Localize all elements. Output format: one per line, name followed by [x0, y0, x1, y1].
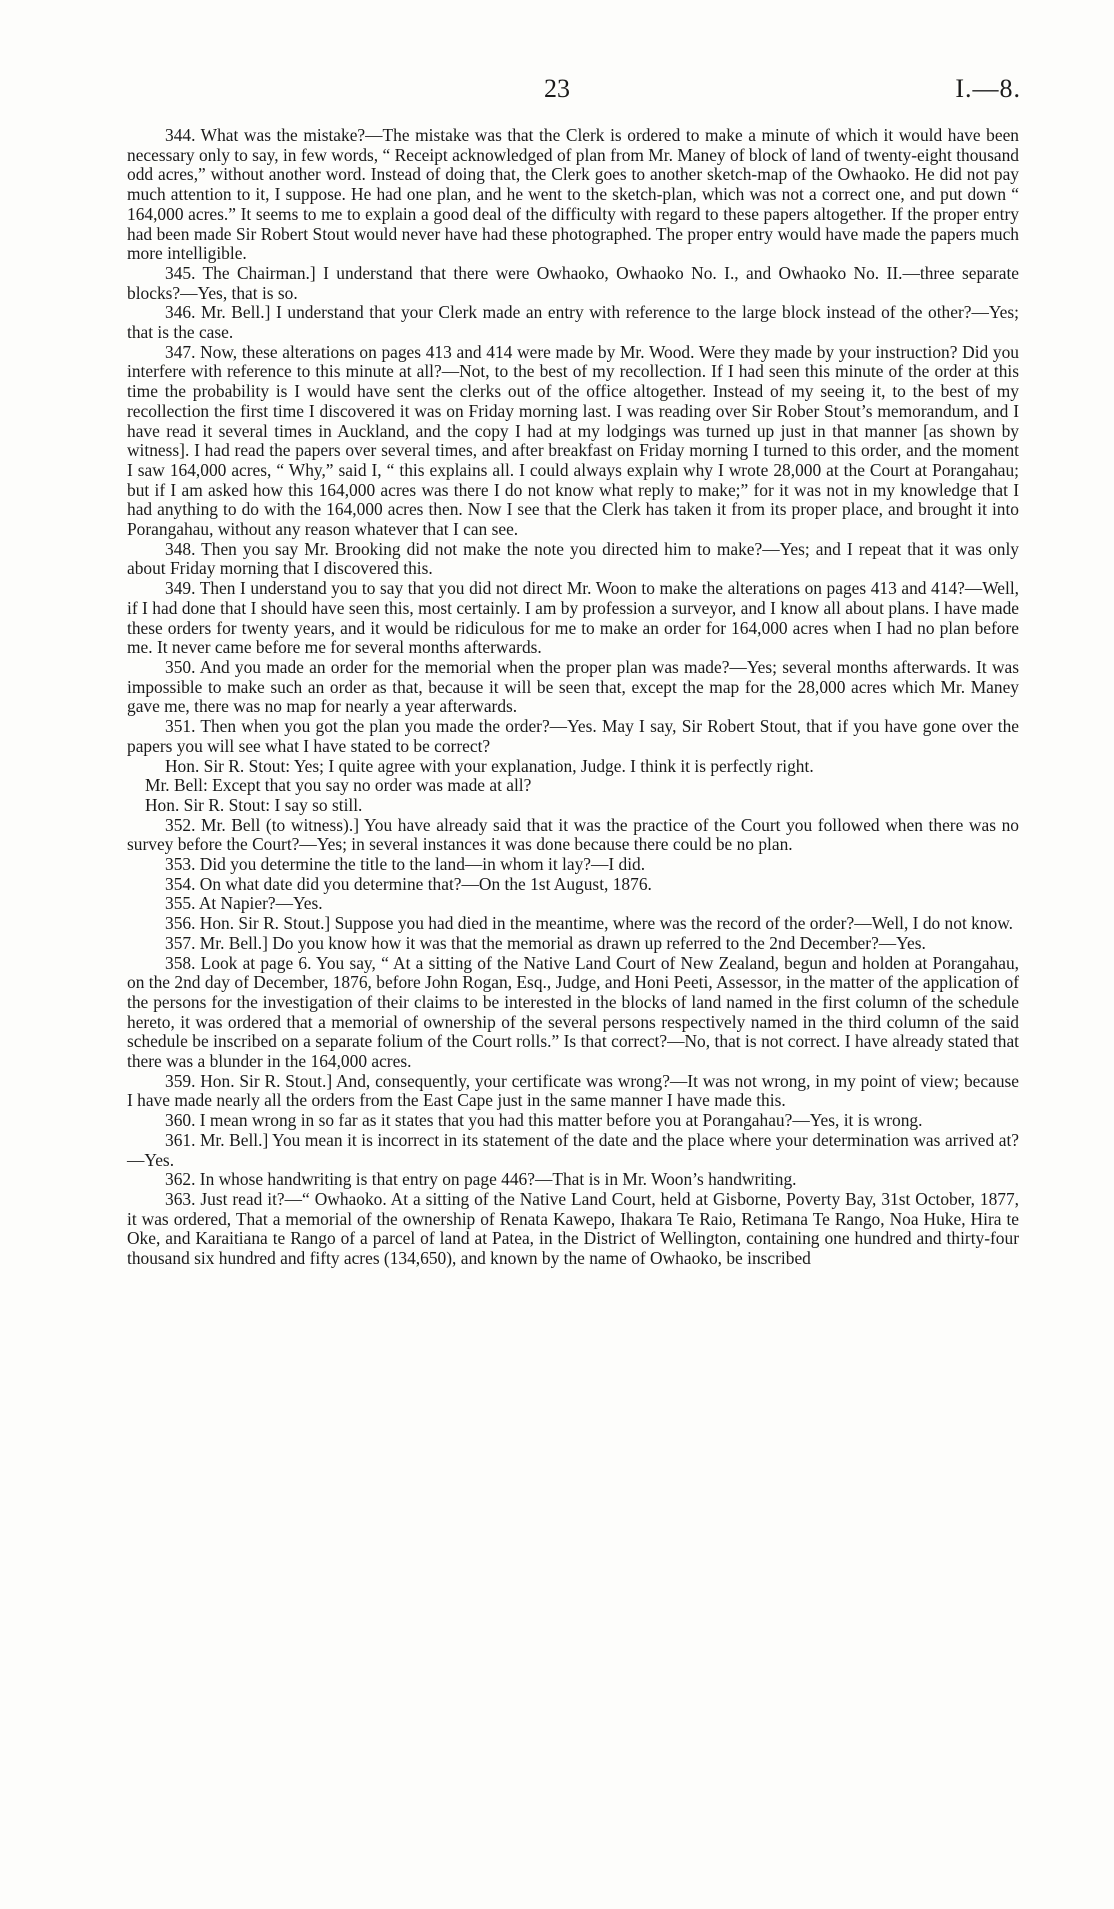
paragraph-362: 362. In whose handwriting is that entry on page 446?—That is in Mr. Woon’s handwriting. [165, 1169, 797, 1190]
paragraph-349: 349. Then I understand you to say that you did not direct Mr. Woon to make the alterations on pages 413 and 414?—Well, if I had done that I should have seen this, most certainly. I am by profession a surveyor, and I know all about plans. I have made these orders for twenty years, and it would be ridiculous for me to make an order for 164,000 acres when I had no plan before me. It never came before me for several months afterwards. [127, 578, 1019, 658]
page-number: 23 [544, 74, 570, 103]
paragraph-353: 353. Did you determine the title to the land—in whom it lay?—I did. [165, 854, 646, 875]
paragraph-stout-remark: Hon. Sir R. Stout: I say so still. [145, 794, 363, 815]
document-reference: I.—8. [955, 74, 1021, 103]
paragraph-350: 350. And you made an order for the memorial when the proper plan was made?—Yes; several months afterwards. It was impossible to make such an order as that, because it will be seen that, except the map for the 28,000 acres which Mr. Maney gave me, there was no map for nearly a year afterwards. [127, 656, 1019, 717]
paragraph-351: 351. Then when you got the plan you made the order?—Yes. May I say, Sir Robert Stout, that if you have gone over the papers you will see what I have stated to be correct? [127, 716, 1019, 756]
paragraph-345: 345. The Chairman.] I understand that there were Owhaoko, Owhaoko No. I., and Owhaoko No. II.—three separate blocks?—Yes, that is so. [127, 262, 1019, 303]
paragraph-bell-remark: Mr. Bell: Except that you say no order was made at all? [145, 775, 532, 796]
paragraph-363: 363. Just read it?—“ Owhaoko. At a sitting of the Native Land Court, held at Gisborne, Poverty Bay, 31st October, 1877, it was ordered, That a memorial of the ownership of Renata Kawepo, Ihakara Te Raio, Retimana Te Rango, Noa Huke, Hira te Oke, and Karaitiana te Rango of a parcel of land at Patea, in the District of Wellington, containing one hundred and thirty-four thousand six hundred and fifty acres (134,650), and known by the name of Owhaoko, be inscribed [127, 1188, 1019, 1269]
page-header [0, 74, 1114, 114]
paragraph-346: 346. Mr. Bell.] I understand that your Clerk made an entry with reference to the large block instead of the other?—Yes; that is the case. [127, 302, 1019, 343]
paragraph-344: 344. What was the mistake?—The mistake was that the Clerk is ordered to make a minute of which it would have been necessary only to say, in few words, “ Receipt acknowledged of plan from Mr. Maney of block of land of twenty-eight thousand odd acres,” without another word. Instead of doing that, the Clerk goes to another sketch-map of the Owhaoko. He did not pay much attention to it, I suppose. He had one plan, and he went to the sketch-plan, which was not a correct one, and put down “ 164,000 acres.” It seems to me to explain a good deal of the difficulty with regard to these papers altogether. If the proper entry had been made Sir Robert Stout would never have had these photographed. The proper entry would have made the papers much more intelligible. [127, 125, 1019, 264]
paragraph-357: 357. Mr. Bell.] Do you know how it was that the memorial as drawn up referred to the 2nd December?—Yes. [165, 932, 926, 953]
paragraph-stout-reply: Hon. Sir R. Stout: Yes; I quite agree with your explanation, Judge. I think it is perfectly right. [165, 755, 814, 776]
paragraph-347: 347. Now, these alterations on pages 413 and 414 were made by Mr. Wood. Were they made by your instruction? Did you interfere with reference to this minute at all?—Not, to the best of my recollection. If I had seen this minute of the order at this time the probability is I would have sent the clerks out of the office altogether. Instead of my seeing it, to the best of my recollection the first time I discovered it was on Friday morning last. I was reading over Sir Rober Stout’s memorandum, and I have read it several times in Auckland, and the copy I had at my lodgings was turned up just in that manner [as shown by witness]. I had read the papers over several times, and after breakfast on Friday morning I turned to this order, and the moment I saw 164,000 acres, “ Why,” said I, “ this explains all. I could always explain why I wrote 28,000 at the Court at Porangahau; but if I am asked how this 164,000 acres was there I do not know what reply to make;” for it was not in my knowledge that I had anything to do with the 164,000 acres then. Now I see that the Clerk has taken it from its proper place, and brought it into Porangahau, without any reason whatever that I can see. [127, 341, 1019, 540]
paragraph-361: 361. Mr. Bell.] You mean it is incorrect in its statement of the date and the place where your determination was arrived at?—Yes. [127, 1129, 1019, 1170]
paragraph-354: 354. On what date did you determine that?—On the 1st August, 1876. [165, 873, 652, 894]
paragraph-358: 358. Look at page 6. You say, “ At a sitting of the Native Land Court of New Zealand, begun and holden at Porangahau, on the 2nd day of December, 1876, before John Rogan, Esq., Judge, and Honi Peeti, Assessor, in the matter of the application of the persons for the investigation of their claims to be interested in the blocks of land named in the first column of the schedule hereto, it was ordered that a memorial of ownership of the several persons respectively named in the third column of the said schedule be inscribed on a separate folium of the Court rolls.” Is that correct?—No, that is not correct. I have already stated that there was a blunder in the 164,000 acres. [127, 952, 1019, 1072]
paragraph-352: 352. Mr. Bell (to witness).] You have already said that it was the practice of the Court you followed when there was no survey before the Court?—Yes; in several instances it was done because there could be no plan. [127, 814, 1019, 855]
testimony-body [127, 126, 1019, 1269]
paragraph-359: 359. Hon. Sir R. Stout.] And, consequently, your certificate was wrong?—It was not wrong, in my point of view; because I have made nearly all the orders from the East Cape just in the same manner I have made this. [127, 1070, 1019, 1111]
paragraph-348: 348. Then you say Mr. Brooking did not make the note you directed him to make?—Yes; and I repeat that it was only about Friday morning that I discovered this. [127, 538, 1019, 579]
paragraph-360: 360. I mean wrong in so far as it states that you had this matter before you at Porangahau?—Yes, it is wrong. [165, 1110, 923, 1131]
paragraph-355: 355. At Napier?—Yes. [165, 893, 323, 914]
paragraph-356: 356. Hon. Sir R. Stout.] Suppose you had died in the meantime, where was the record of the order?—Well, I do not know. [165, 913, 1013, 934]
